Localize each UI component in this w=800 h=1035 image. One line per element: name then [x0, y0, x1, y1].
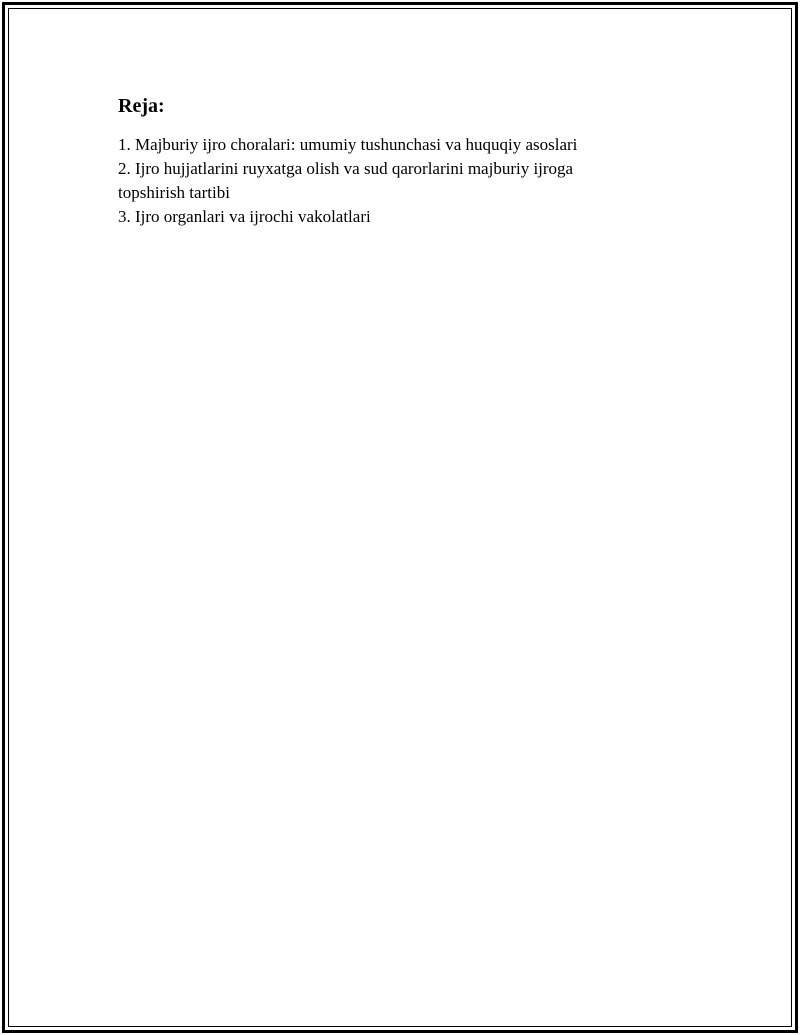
page-content — [118, 93, 638, 229]
plan-heading: Reja: — [118, 95, 165, 117]
plan-item-3: 3. Ijro organlari va ijrochi vakolatlari — [118, 207, 371, 226]
plan-item-2: 2. Ijro hujjatlarini ruyxatga olish va sud qarorlarini majburiy ijroga topshirish tartibi — [118, 159, 574, 202]
plan-list — [118, 133, 638, 229]
plan-item-1: 1. Majburiy ijro choralari: umumiy tushunchasi va huquqiy asoslari — [118, 135, 578, 154]
